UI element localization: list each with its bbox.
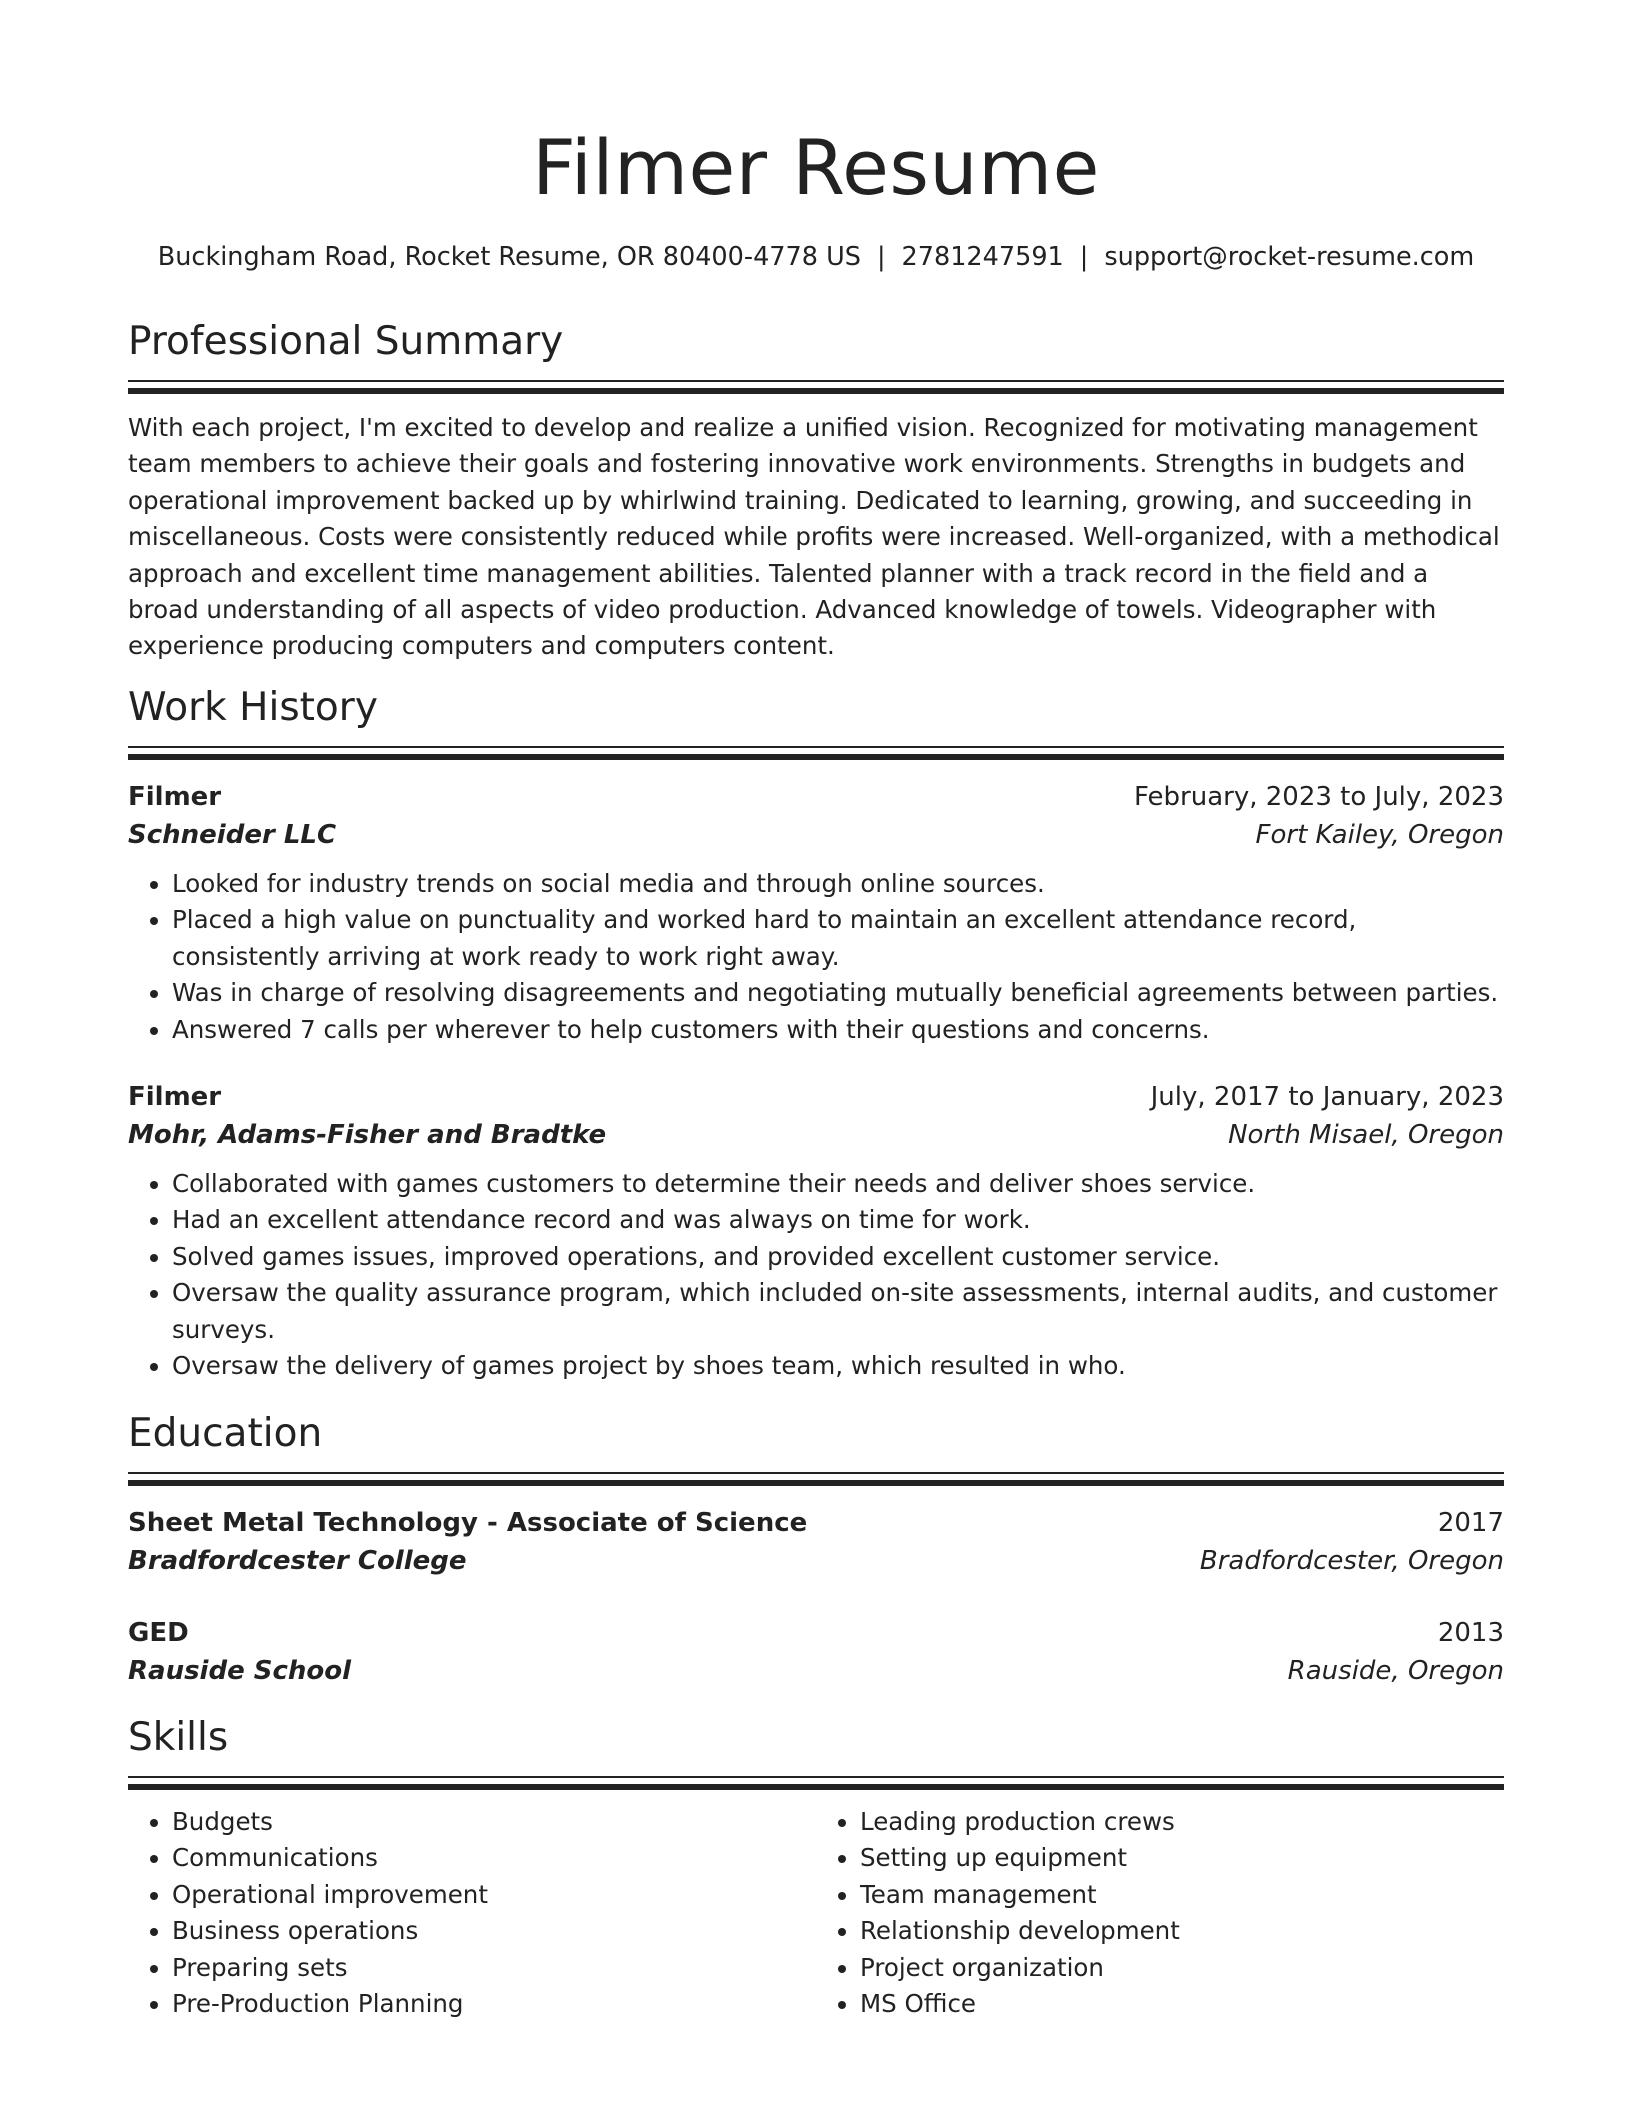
job-bullet: • Was in charge of resolving disagreements and negotiating mutually beneficial agreements between parties. <box>172 975 1504 1011</box>
skill-item: • Project organization <box>860 1950 1504 1986</box>
job-bullet: • Oversaw the quality assurance program, which included on-site assessments, internal audits, and customer surveys. <box>172 1275 1504 1348</box>
contact-separator: | <box>1079 242 1089 272</box>
education-section <box>128 1410 1504 1690</box>
degree: Sheet Metal Technology - Associate of Science <box>128 1508 808 1538</box>
skill-item: • Budgets <box>172 1804 816 1840</box>
job-bullet: • Answered 7 calls per wherever to help customers with their questions and concerns. <box>172 1012 1504 1048</box>
contact-separator: | <box>876 242 886 272</box>
skill-item: • Communications <box>172 1840 816 1876</box>
school-location: Rauside, Oregon <box>1287 1656 1504 1686</box>
job-title: Filmer <box>128 1082 222 1113</box>
job-dates: February, 2023 to July, 2023 <box>1134 782 1504 812</box>
school-name: Bradfordcester College <box>128 1546 467 1576</box>
job-entry <box>128 1078 1504 1384</box>
education-entry <box>128 1614 1504 1690</box>
education-entry <box>128 1504 1504 1580</box>
skill-item: • MS Office <box>860 1986 1504 2022</box>
job-bullet: • Oversaw the delivery of games project by shoes team, which resulted in who. <box>172 1348 1504 1384</box>
skill-item: • Business operations <box>172 1913 816 1949</box>
section-divider <box>128 1472 1504 1486</box>
school-location: Bradfordcester, Oregon <box>1199 1546 1504 1576</box>
job-bullet: • Had an excellent attendance record and was always on time for work. <box>172 1202 1504 1238</box>
skills-section <box>128 1714 1504 2022</box>
graduation-year: 2013 <box>1437 1618 1504 1648</box>
graduation-year: 2017 <box>1437 1508 1504 1538</box>
job-location: North Misael, Oregon <box>1228 1120 1504 1151</box>
contact-address: Buckingham Road, Rocket Resume, OR 80400-4778 US <box>157 242 861 272</box>
job-company: Schneider LLC <box>128 820 337 850</box>
section-heading: Education <box>128 1411 323 1456</box>
resume-name: Filmer Resume <box>532 123 1100 212</box>
job-bullets <box>128 866 1504 1048</box>
skills-grid <box>128 1804 1504 2022</box>
section-heading: Professional Summary <box>128 319 564 364</box>
skill-item: • Team management <box>860 1877 1504 1913</box>
job-bullets <box>128 1166 1504 1384</box>
skill-item: • Pre-Production Planning <box>172 1986 816 2022</box>
contact-phone: 2781247591 <box>901 242 1064 272</box>
skill-item: • Preparing sets <box>172 1950 816 1986</box>
job-bullet: • Looked for industry trends on social media and through online sources. <box>172 866 1504 902</box>
job-entry <box>128 778 1504 1048</box>
skill-item: • Operational improvement <box>172 1877 816 1913</box>
job-bullet: • Solved games issues, improved operations, and provided excellent customer service. <box>172 1239 1504 1275</box>
job-location: Fort Kailey, Oregon <box>1255 820 1504 850</box>
skill-item: • Leading production crews <box>860 1804 1504 1840</box>
contact-line <box>128 240 1504 274</box>
section-heading: Work History <box>128 685 378 730</box>
professional-summary-section <box>128 318 1504 665</box>
contact-email: support@rocket-resume.com <box>1104 242 1475 272</box>
job-title: Filmer <box>128 782 222 812</box>
job-bullet: • Placed a high value on punctuality and worked hard to maintain an excellent attendance record, consistently arriving at work ready to work right away. <box>172 902 1504 975</box>
job-bullet: • Collaborated with games customers to determine their needs and deliver shoes service. <box>172 1166 1504 1202</box>
work-history-section <box>128 684 1504 1384</box>
job-dates: July, 2017 to January, 2023 <box>1150 1082 1504 1113</box>
job-company: Mohr, Adams-Fisher and Bradtke <box>128 1120 607 1151</box>
skill-item: • Relationship development <box>860 1913 1504 1949</box>
skills-column-left <box>128 1804 816 2022</box>
school-name: Rauside School <box>128 1656 352 1686</box>
skill-item: • Setting up equipment <box>860 1840 1504 1876</box>
section-heading: Skills <box>128 1715 229 1760</box>
section-divider <box>128 1776 1504 1790</box>
skills-column-right <box>816 1804 1504 2022</box>
degree: GED <box>128 1618 189 1648</box>
section-divider <box>128 380 1504 394</box>
summary-text: With each project, I'm excited to develop and realize a unified vision. Recognized for motivating management team members to achieve their goals and fostering innovative work environments. Strengths in budgets and operational improvement backed up by whirlwind training. Dedicated to learning, growing, and succeeding in miscellaneous. Costs were consistently reduced while profits were increased. Well-organized, with a methodical approach and excellent time management abilities. Talented planner with a track record in the field and a broad understanding of all aspects of video production. Advanced knowledge of towels. Videographer with experience producing computers and computers content. <box>128 413 1500 661</box>
section-divider <box>128 746 1504 760</box>
